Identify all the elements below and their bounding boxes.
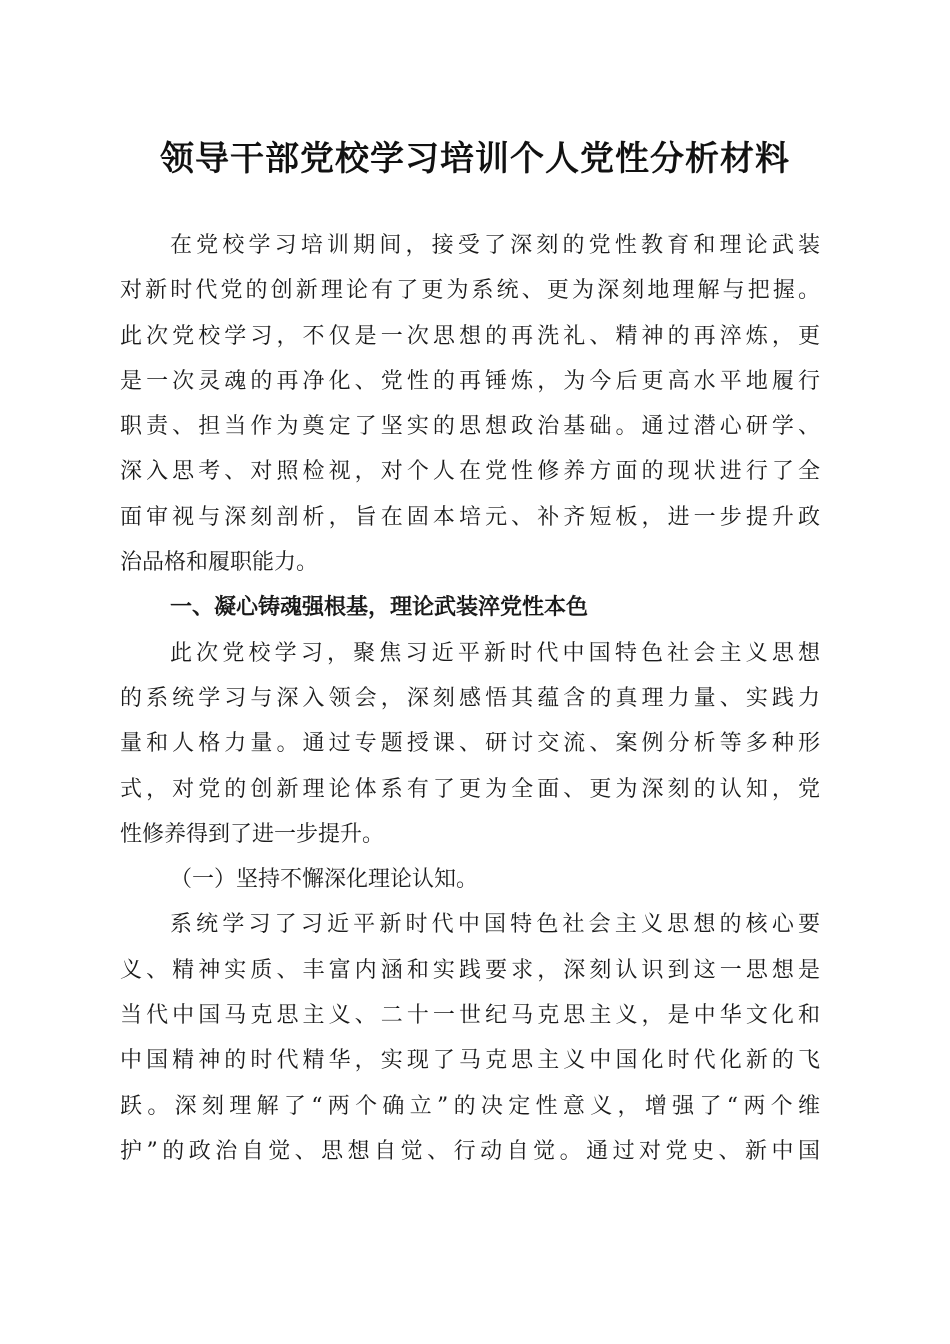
document-title: 领导干部党校学习培训个人党性分析材料	[160, 139, 790, 179]
paragraph-line: 面审视与深刻剖析，旨在固本培元、补齐短板，进一步提升政	[120, 504, 820, 530]
paragraph-line: 性修养得到了进一步提升。	[120, 821, 385, 847]
paragraph-line: 式，对党的创新理论体系有了更为全面、更为深刻的认知，党	[120, 776, 820, 802]
paragraph-line: 在党校学习培训期间，接受了深刻的党性教育和理论武装	[170, 233, 820, 258]
section-heading: 一、凝心铸魂强根基，理论武装淬党性本色	[170, 595, 589, 621]
paragraph-line: 的系统学习与深入领会，深刻感悟其蕴含的真理力量、实践力	[120, 685, 820, 711]
paragraph-line: 中国精神的时代精华，实现了马克思主义中国化时代化新的飞	[120, 1048, 820, 1074]
paragraph-line: 是一次灵魂的再净化、党性的再锤炼，为今后更高水平地履行	[120, 368, 820, 394]
paragraph-line: 当代中国马克思主义、二十一世纪马克思主义，是中华文化和	[120, 1003, 820, 1029]
paragraph-line: 对新时代党的创新理论有了更为系统、更为深刻地理解与把握。	[120, 278, 820, 304]
document-body	[120, 223, 820, 1174]
paragraph-line: 此次党校学习，聚焦习近平新时代中国特色社会主义思想	[170, 640, 820, 666]
subsection-heading: （一）坚持不懈深化理论认知。	[170, 867, 479, 893]
paragraph-line: 量和人格力量。通过专题授课、研讨交流、案例分析等多种形	[120, 731, 820, 757]
paragraph-line: 职责、担当作为奠定了坚实的思想政治基础。通过潜心研学、	[120, 414, 820, 440]
paragraph-line: 此次党校学习，不仅是一次思想的再洗礼、精神的再淬炼，更	[120, 323, 820, 349]
paragraph-line: 深入思考、对照检视，对个人在党性修养方面的现状进行了全	[120, 459, 820, 485]
paragraph-line: 治品格和履职能力。	[120, 550, 319, 576]
paragraph-line: 系统学习了习近平新时代中国特色社会主义思想的核心要	[170, 912, 820, 938]
paragraph-line: 跃。深刻理解了“两个确立”的决定性意义，增强了“两个维	[120, 1093, 820, 1119]
paragraph-line: 护”的政治自觉、思想自觉、行动自觉。通过对党史、新中国	[120, 1138, 820, 1164]
paragraph-line: 义、精神实质、丰富内涵和实践要求，深刻认识到这一思想是	[120, 957, 820, 983]
